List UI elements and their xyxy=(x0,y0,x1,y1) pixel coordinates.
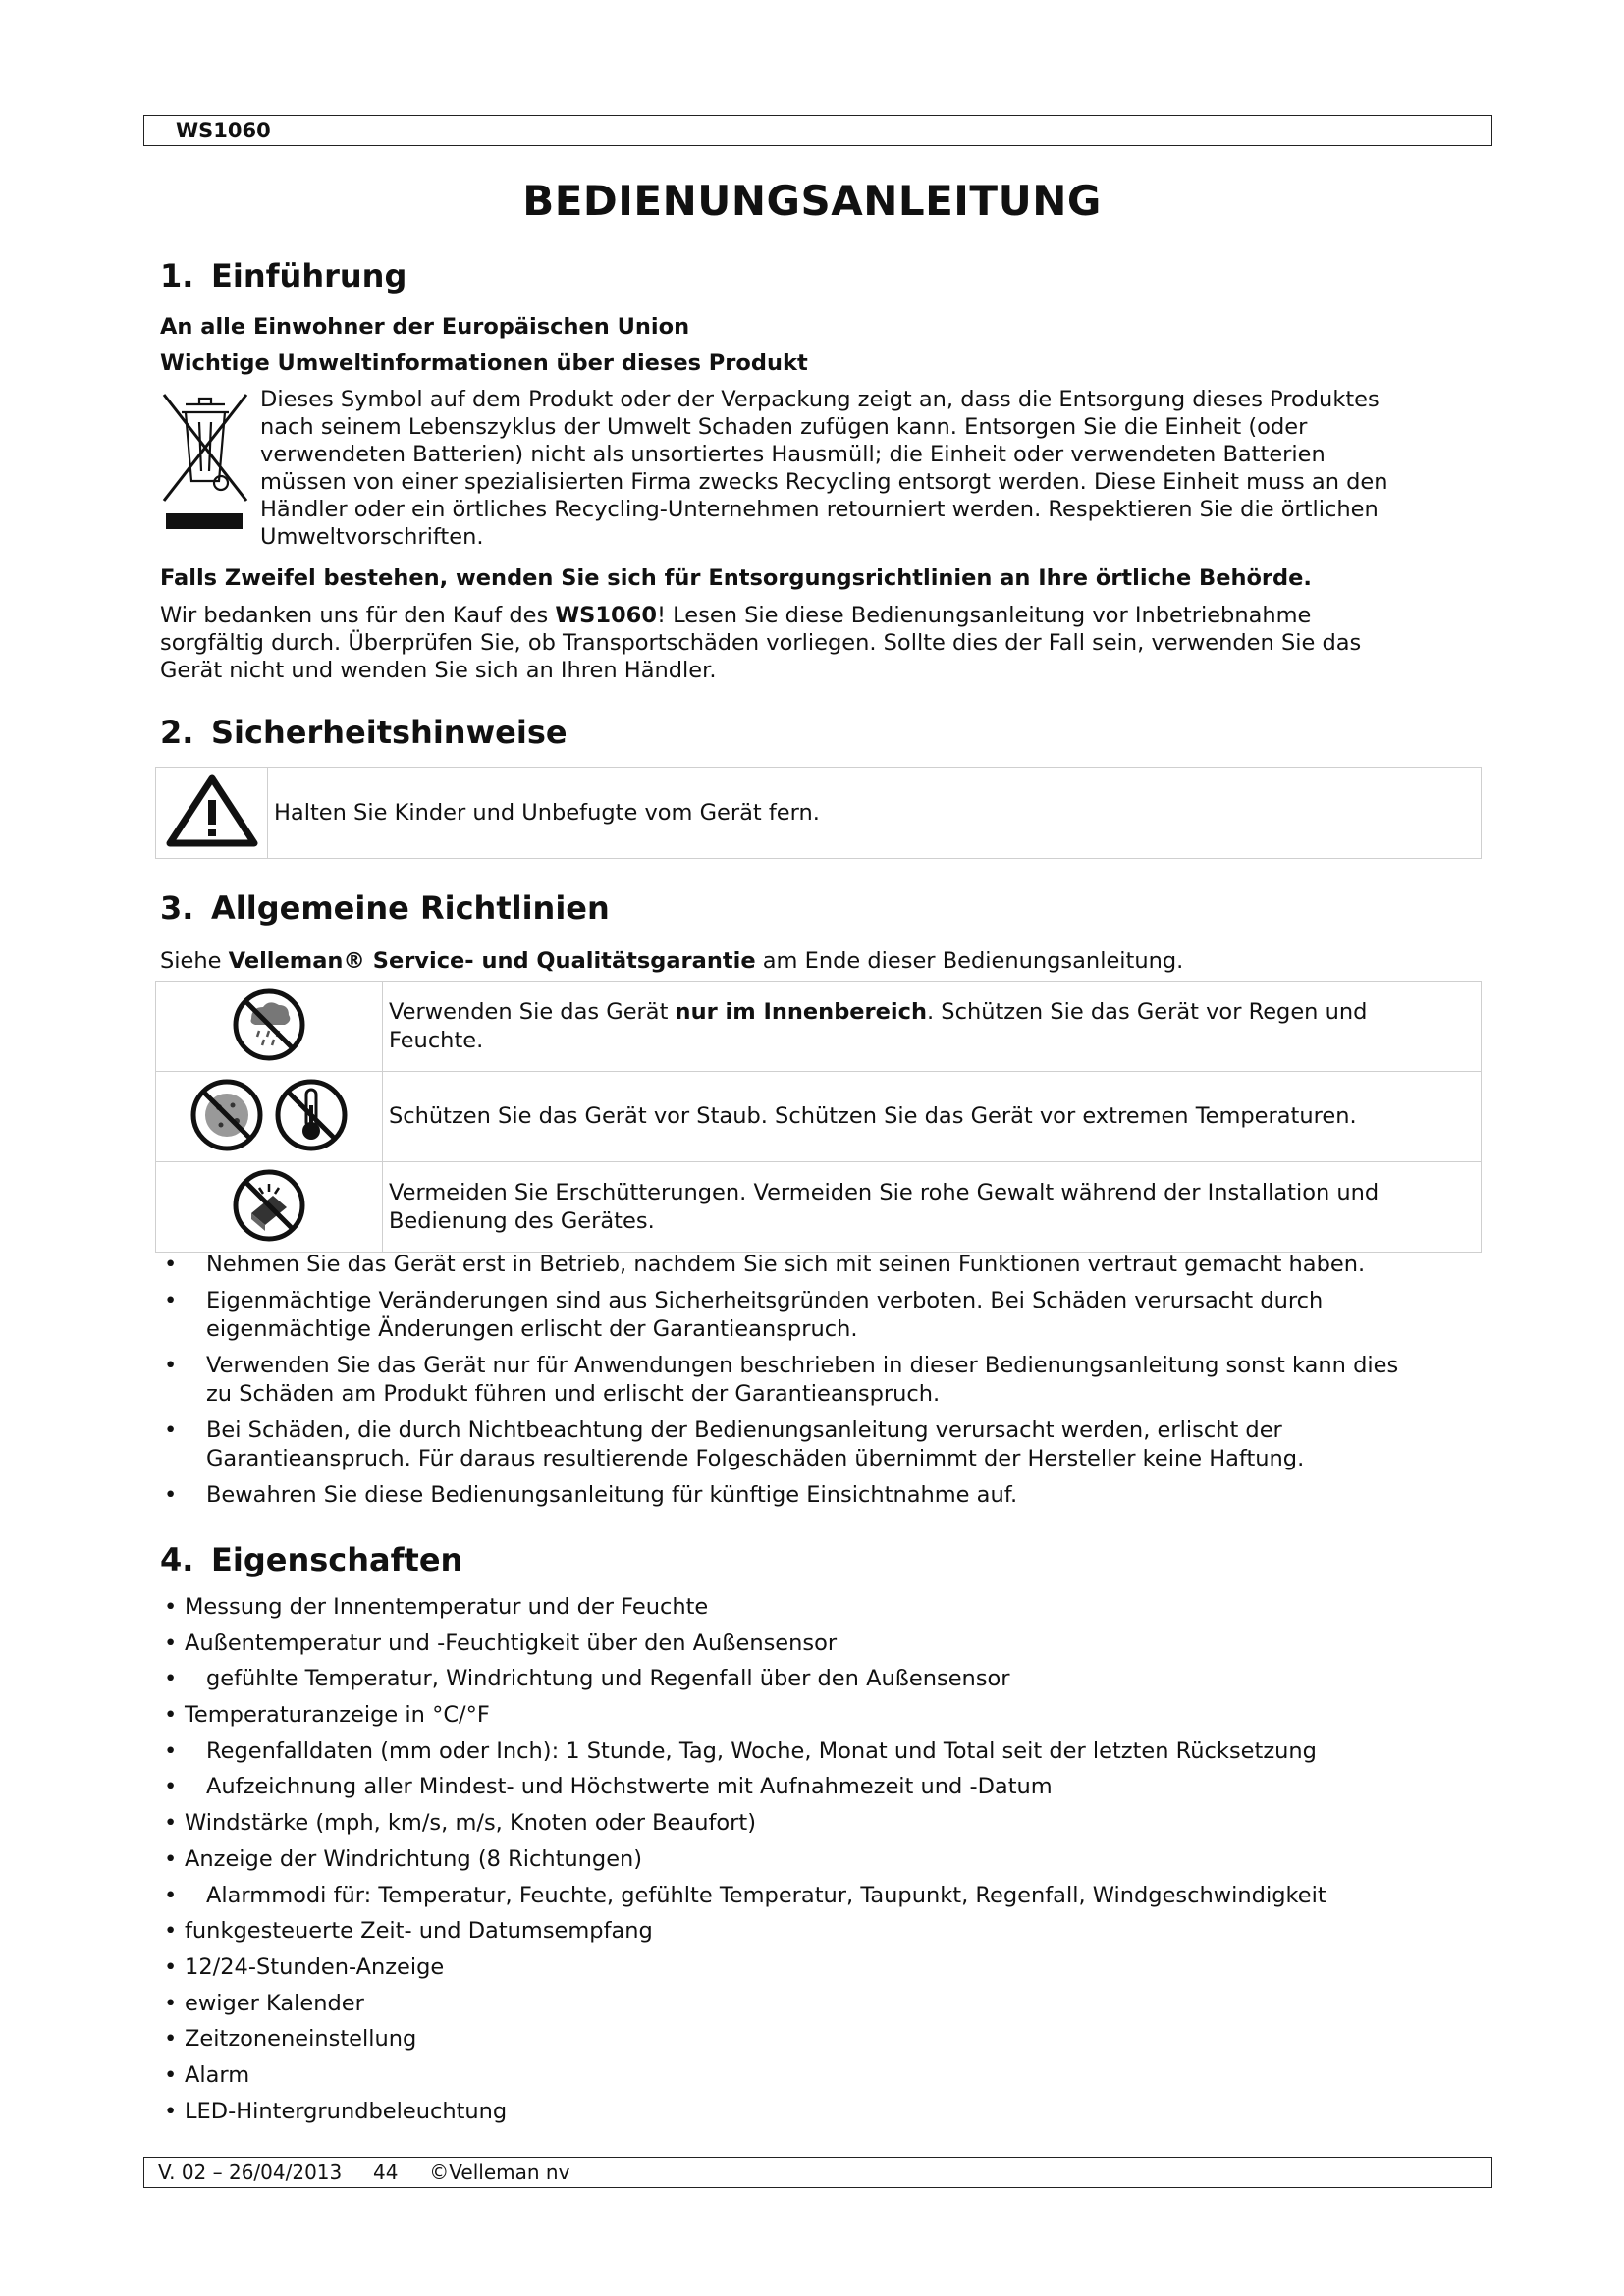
text-part: Verwenden Sie das Gerät xyxy=(389,998,676,1025)
no-shock-icon xyxy=(230,1166,308,1245)
list-item-text: • Eigenmächtige Veränderungen sind aus Sicherheitsgründen verboten. Bei Schäden verursacht durch xyxy=(206,1288,1324,1313)
shock-text xyxy=(383,1179,1481,1236)
list-item-text: • Nehmen Sie das Gerät erst in Betrieb, nachdem Sie sich mit seinen Funktionen vertraut gemacht haben. xyxy=(206,1252,1366,1277)
feature-text: • Aufzeichnung aller Mindest- und Höchstwerte mit Aufnahmezeit und -Datum xyxy=(206,1774,1053,1800)
text-line: Bedienung des Gerätes. xyxy=(389,1207,655,1234)
section-4-number: 4. xyxy=(160,1541,194,1578)
warning-icon-cell xyxy=(156,768,268,859)
indoor-use-text xyxy=(383,998,1481,1055)
list-item xyxy=(160,1251,1495,1279)
indoor-only-emphasis: nur im Innenbereich xyxy=(675,998,927,1025)
feature-text: • Regenfalldaten (mm oder Inch): 1 Stunde, Tag, Woche, Monat und Total seit der letzten Rücksetzung xyxy=(206,1737,1317,1764)
feature-text: • 12/24-Stunden-Anzeige xyxy=(185,1953,445,1980)
table-row xyxy=(156,1162,1482,1253)
warning-triangle-icon xyxy=(165,774,259,848)
guidelines-table xyxy=(155,981,1482,1253)
warning-text-cell xyxy=(268,768,1482,859)
list-item xyxy=(160,1287,1495,1344)
list-item xyxy=(160,1737,1495,1774)
list-item xyxy=(160,1593,1495,1629)
icon-cell xyxy=(156,982,383,1072)
list-item xyxy=(160,2025,1495,2061)
list-item xyxy=(160,1701,1495,1737)
section-2-heading xyxy=(160,714,568,751)
footer-text: V. 02 – 26/04/2013 44 ©Velleman nv xyxy=(158,2161,570,2184)
thanks-text-end: ! Lesen Sie diese Bedienungsanleitung vor Inbetriebnahme xyxy=(657,603,1312,628)
no-extreme-temperature-icon xyxy=(272,1076,351,1154)
weee-line: verwendeten Batterien) nicht als unsortiertes Hausmüll; die Einheit oder verwendeten Batterien xyxy=(260,442,1326,467)
no-rain-icon xyxy=(230,986,308,1064)
feature-text: • Alarmmodi für: Temperatur, Feuchte, gefühlte Temperatur, Taupunkt, Regenfall, Windgeschwindigkeit xyxy=(206,1882,1326,1908)
feature-text: • funkgesteuerte Zeit- und Datumsempfang xyxy=(185,1918,653,1945)
section-2-number: 2. xyxy=(160,714,194,751)
list-item-text: Garantieanspruch. Für daraus resultierende Folgeschäden übernimmt der Hersteller keine Haftung. xyxy=(206,1446,1305,1471)
list-item xyxy=(160,1629,1495,1666)
weee-line: Umweltvorschriften. xyxy=(260,524,484,550)
list-item-text: zu Schäden am Produkt führen und erlischt der Garantieanspruch. xyxy=(206,1381,941,1407)
features-list xyxy=(160,1593,1495,2133)
page-footer xyxy=(143,2157,1492,2188)
dust-temperature-text: Schützen Sie das Gerät vor Staub. Schützen Sie das Gerät vor extremen Temperaturen. xyxy=(389,1103,1357,1129)
text-cell xyxy=(383,982,1482,1072)
intro-text: Siehe xyxy=(160,948,229,974)
list-item-text: • Bewahren Sie diese Bedienungsanleitung für künftige Einsichtnahme auf. xyxy=(206,1482,1018,1508)
list-item xyxy=(160,1990,1495,2026)
table-row xyxy=(156,1072,1482,1162)
icon-cell xyxy=(156,1072,383,1162)
section-3-title: Allgemeine Richtlinien xyxy=(211,889,610,927)
list-item-text: • Verwenden Sie das Gerät nur für Anwendungen beschrieben in dieser Bedienungsanleitung sonst kann dies xyxy=(206,1353,1399,1378)
feature-text: • Anzeige der Windrichtung (8 Richtungen) xyxy=(185,1845,643,1872)
icon-cell xyxy=(156,1162,383,1253)
feature-text: • Messung der Innentemperatur und der Feuchte xyxy=(185,1594,709,1620)
list-item xyxy=(160,1917,1495,1953)
thanks-line-3: Gerät nicht und wenden Sie sich an Ihren Händler. xyxy=(160,658,717,683)
list-item xyxy=(160,2098,1495,2134)
feature-text: • Temperaturanzeige in °C/°F xyxy=(185,1702,490,1729)
section-1-title: Einführung xyxy=(211,257,407,294)
list-item xyxy=(160,1481,1495,1510)
thanks-text: Wir bedanken uns für den Kauf des xyxy=(160,603,556,628)
list-item xyxy=(160,1809,1495,1845)
text-cell xyxy=(383,1072,1482,1162)
list-item xyxy=(160,1773,1495,1809)
environment-info-subheading: Wichtige Umweltinformationen über dieses Produkt xyxy=(160,350,808,376)
section-1-heading xyxy=(160,257,406,294)
section-4-title: Eigenschaften xyxy=(211,1541,463,1578)
list-item-text: • Bei Schäden, die durch Nichtbeachtung der Bedienungsanleitung verursacht werden, erlischt der xyxy=(206,1417,1282,1443)
weee-line: nach seinem Lebenszyklus der Umwelt Schaden zufügen kann. Entsorgen Sie die Einheit (oder xyxy=(260,414,1308,440)
guidelines-intro xyxy=(160,947,1486,975)
feature-text: • Zeitzoneneinstellung xyxy=(185,2026,417,2053)
text-line xyxy=(389,998,1471,1027)
list-item xyxy=(160,2061,1495,2098)
list-item xyxy=(160,1416,1495,1473)
guidelines-bullet-list xyxy=(160,1251,1495,1518)
eu-residents-subheading: An alle Einwohner der Europäischen Union xyxy=(160,314,690,340)
section-3-heading xyxy=(160,889,610,927)
feature-text: • Alarm xyxy=(185,2061,250,2088)
safety-table xyxy=(155,767,1482,859)
feature-text: • gefühlte Temperatur, Windrichtung und Regenfall über den Außensensor xyxy=(206,1666,1010,1692)
list-item xyxy=(160,1845,1495,1882)
intro-warranty-ref: Velleman® Service- und Qualitätsgarantie xyxy=(228,948,756,974)
feature-text: • ewiger Kalender xyxy=(185,1990,364,2016)
list-item xyxy=(160,1882,1495,1918)
table-row xyxy=(156,982,1482,1072)
page-title: BEDIENUNGSANLEITUNG xyxy=(522,177,1102,225)
table-row xyxy=(156,768,1482,859)
weee-crossed-bin-icon xyxy=(160,391,250,538)
disposal-doubt-notice: Falls Zweifel bestehen, wenden Sie sich für Entsorgungsrichtlinien an Ihre örtliche Behörde. xyxy=(160,565,1312,591)
header-model: WS1060 xyxy=(176,119,271,142)
feature-text: • LED-Hintergrundbeleuchtung xyxy=(185,2098,508,2124)
section-3-number: 3. xyxy=(160,889,194,927)
feature-text: • Windstärke (mph, km/s, m/s, Knoten oder Beaufort) xyxy=(185,1810,756,1837)
weee-line: Händler oder ein örtliches Recycling-Unternehmen retourniert werden. Respektieren Sie die örtlichen xyxy=(260,497,1379,522)
list-item xyxy=(160,1953,1495,1990)
thanks-line-1 xyxy=(160,602,1486,629)
thanks-paragraph xyxy=(160,602,1486,684)
weee-paragraph xyxy=(260,386,1488,551)
page-header xyxy=(143,115,1492,146)
section-1-number: 1. xyxy=(160,257,194,294)
section-2-title: Sicherheitshinweise xyxy=(211,714,568,751)
feature-text: • Außentemperatur und -Feuchtigkeit über den Außensensor xyxy=(185,1629,838,1656)
thanks-model: WS1060 xyxy=(555,603,657,628)
weee-line: müssen von einer spezialisierten Firma zwecks Recycling entsorgt werden. Diese Einheit muss an den xyxy=(260,469,1388,495)
thanks-line-2: sorgfältig durch. Überprüfen Sie, ob Transportschäden vorliegen. Sollte dies der Fall sein, verwenden Sie das xyxy=(160,630,1362,656)
intro-text-end: am Ende dieser Bedienungsanleitung. xyxy=(755,948,1184,974)
weee-line: Dieses Symbol auf dem Produkt oder der Verpackung zeigt an, dass die Entsorgung dieses Produktes xyxy=(260,387,1380,412)
list-item xyxy=(160,1352,1495,1409)
text-line: Vermeiden Sie Erschütterungen. Vermeiden Sie rohe Gewalt während der Installation und xyxy=(389,1179,1380,1205)
list-item xyxy=(160,1665,1495,1701)
section-4-heading xyxy=(160,1541,462,1578)
warning-text: Halten Sie Kinder und Unbefugte vom Gerät fern. xyxy=(274,799,820,826)
text-line: Feuchte. xyxy=(389,1027,484,1053)
text-part: . Schützen Sie das Gerät vor Regen und xyxy=(926,998,1368,1025)
no-dust-icon xyxy=(188,1076,266,1154)
list-item-text: eigenmächtige Änderungen erlischt der Garantieanspruch. xyxy=(206,1316,858,1342)
text-cell xyxy=(383,1162,1482,1253)
